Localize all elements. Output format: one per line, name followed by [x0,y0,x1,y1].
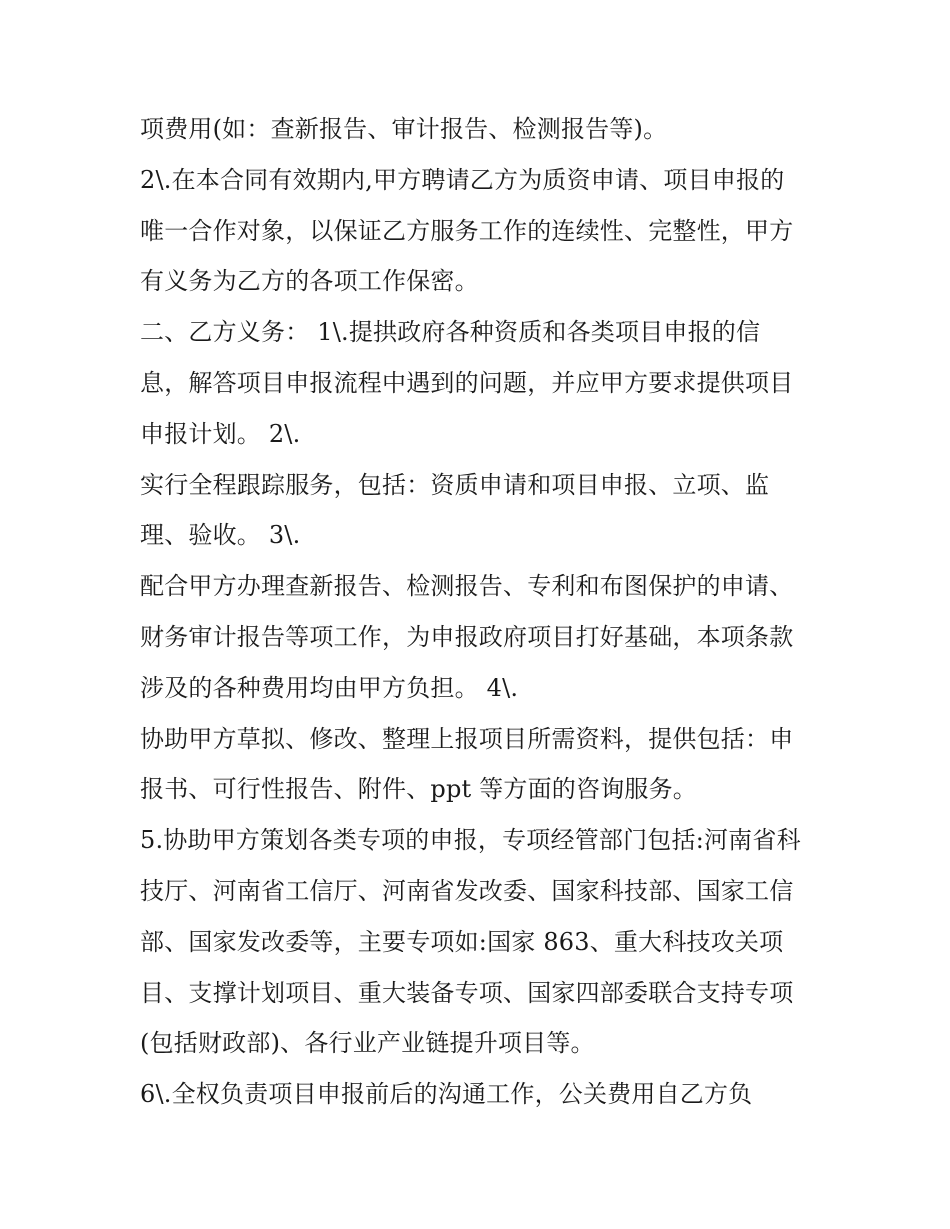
document-body [140,104,820,1120]
text-line: 项费用(如：查新报告、审计报告、检测报告等)。 [140,115,668,143]
text-line: 部、国家发改委等，主要专项如:国家 863、重大科技攻关项 [140,927,784,956]
text-line: 5.协助甲方策划各类专项的申报，专项经管部门包括:河南省科 [140,826,801,855]
text-line: (包括财政部)、各行业产业链提升项目等。 [140,1029,595,1058]
text-line: 6\.全权负责项目申报前后的沟通工作，公关费用自乙方负 [140,1080,753,1109]
text-line: 有义务为乙方的各项工作保密。 [140,267,479,296]
text-line: 唯一合作对象，以保证乙方服务工作的连续性、完整性，甲方 [140,216,794,245]
text-line: 理、验收。 3\. [140,521,301,550]
text-line: 报书、可行性报告、附件、ppt 等方面的咨询服务。 [140,775,697,804]
text-line: 二、乙方义务： 1\.提拱政府各种资质和各类项目申报的信 [140,318,761,347]
text-line: 涉及的各种费用均由甲方负担。 4\. [140,673,519,702]
text-line: 2\.在本合同有效期内,甲方聘请乙方为质资申请、项目申报的 [140,165,785,194]
text-line: 技厅、河南省工信厅、河南省发改委、国家科技部、国家工信 [140,876,794,905]
text-line: 实行全程跟踪服务，包括：资质申请和项目申报、立项、监 [140,470,770,499]
text-line: 配合甲方办理查新报告、检测报告、专利和布图保护的申请、 [140,572,794,601]
text-line: 息，解答项目申报流程中遇到的问题，并应甲方要求提供项目 [140,368,794,397]
text-line: 目、支撑计划项目、重大装备专项、国家四部委联合支持专项 [140,978,794,1007]
text-line: 申报计划。 2\. [140,419,301,448]
text-line: 协助甲方草拟、修改、整理上报项目所需资料，提供包括：申 [140,724,794,753]
text-line: 财务审计报告等项工作，为申报政府项目打好基础，本项条款 [140,622,794,651]
